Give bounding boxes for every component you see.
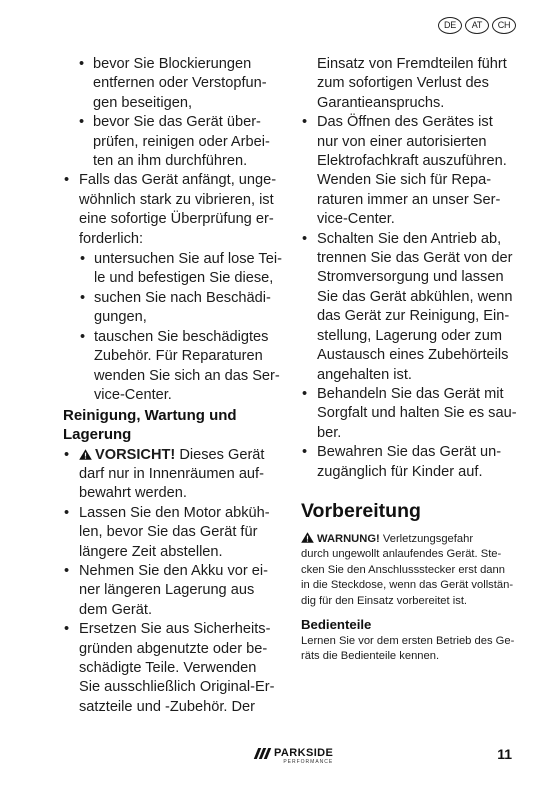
section-heading: Reinigung, Wartung und Lagerung [63, 407, 237, 443]
list-item: • Schalten Sie den Antrieb ab, trennen Sie das Gerät von der Stromversorgung und lassen Sie das Gerät abkühlen, wenn das Gerät zur Reinigung, Ein- stellung, Lagerung oder zum Austausch eines Zubehörteils angehalten ist. [301, 230, 527, 385]
left-column [63, 55, 287, 717]
warning-text: Verletzungsgefahr durch ungewollt anlaufendes Gerät. Ste- cken Sie den Anschlussstecker erst dann in die Steckdose, wenn das Gerät vollstän- dig für den Einsatz vorbereitet ist. [301, 532, 514, 607]
country-badge-at: AT [465, 17, 489, 34]
warning-paragraph [301, 532, 527, 609]
brand-logo [256, 747, 333, 765]
brand-subline: PERFORMANCE [283, 759, 334, 765]
right-column [301, 55, 527, 665]
list-item: • Lassen Sie den Motor abküh- len, bevor Sie das Gerät für längere Zeit abstellen. [63, 504, 287, 562]
list-item: • untersuchen Sie auf lose Tei- le und befestigen Sie diese, [79, 250, 287, 289]
list-item: • tauschen Sie beschädigtes Zubehör. Für Reparaturen wenden Sie sich an das Ser- vice-Center. [79, 328, 287, 406]
brand-name: PARKSIDE [274, 747, 334, 759]
blocking-sub-list [78, 55, 287, 171]
maintenance-list [63, 446, 287, 718]
warning-triangle-icon [301, 532, 314, 543]
warning-triangle-icon [79, 449, 92, 460]
list-item: • suchen Sie nach Beschädi- gungen, [79, 289, 287, 328]
controls-subheading: Bedienteile [301, 616, 372, 632]
country-badge-ch: CH [492, 17, 516, 34]
preparation-heading: Vorbereitung [301, 499, 421, 522]
list-item: • Ersetzen Sie aus Sicherheits- gründen abgenutzte oder be- schädigte Teile. Verwenden Sie ausschließlich Original-Er- satzteile und -Zubehör. Der [63, 620, 287, 717]
controls-text: Lernen Sie vor dem ersten Betrieb des Ge- räts die Bedienteile kennen. [301, 634, 515, 663]
country-badge-de: DE [438, 17, 462, 34]
logo-slashes-icon [256, 748, 269, 759]
caution-label: VORSICHT! [95, 446, 176, 463]
vibration-list [63, 171, 287, 405]
list-item: • Nehmen Sie den Akku vor ei- ner längeren Lagerung aus dem Gerät. [63, 562, 287, 620]
country-badges [438, 17, 516, 34]
warning-label: WARNUNG! [317, 532, 380, 545]
list-item: • Falls das Gerät anfängt, unge- wöhnlich stark zu vibrieren, ist eine sofortige Überprüfung er- forderlich: • untersuchen Sie auf lose Tei- le und befestigen Sie diese, • suchen Sie nach Beschädi- gungen, • tauschen Sie beschädigtes Zubehör. Für Reparaturen wenden Sie sich an das Ser- vice-Center. [63, 171, 287, 405]
list-item: • bevor Sie das Gerät über- prüfen, reinigen oder Arbei- ten an ihm durchführen. [78, 113, 287, 171]
list-item [63, 446, 287, 504]
caution-text: Dieses Gerät darf nur in Innenräumen auf- bewahrt werden. [79, 446, 265, 502]
safety-list [301, 113, 527, 482]
list-item: • Behandeln Sie das Gerät mit Sorgfalt und halten Sie es sau- ber. [301, 385, 527, 443]
list-item: • Bewahren Sie das Gerät un- zugänglich für Kinder auf. [301, 443, 527, 482]
list-item: • Das Öffnen des Gerätes ist nur von einer autorisierten Elektrofachkraft auszuführen. Wenden Sie sich für Repa- raturen immer an unser Ser- vice-Center. [301, 113, 527, 229]
page-number: 11 [497, 746, 512, 762]
list-item: • bevor Sie Blockierungen entfernen oder Verstopfun- gen beseitigen, [78, 55, 287, 113]
vibration-sub-list [79, 250, 287, 405]
continuation-text: Einsatz von Fremdteilen führt zum sofortigen Verlust des Garantieanspruchs. [317, 56, 507, 111]
